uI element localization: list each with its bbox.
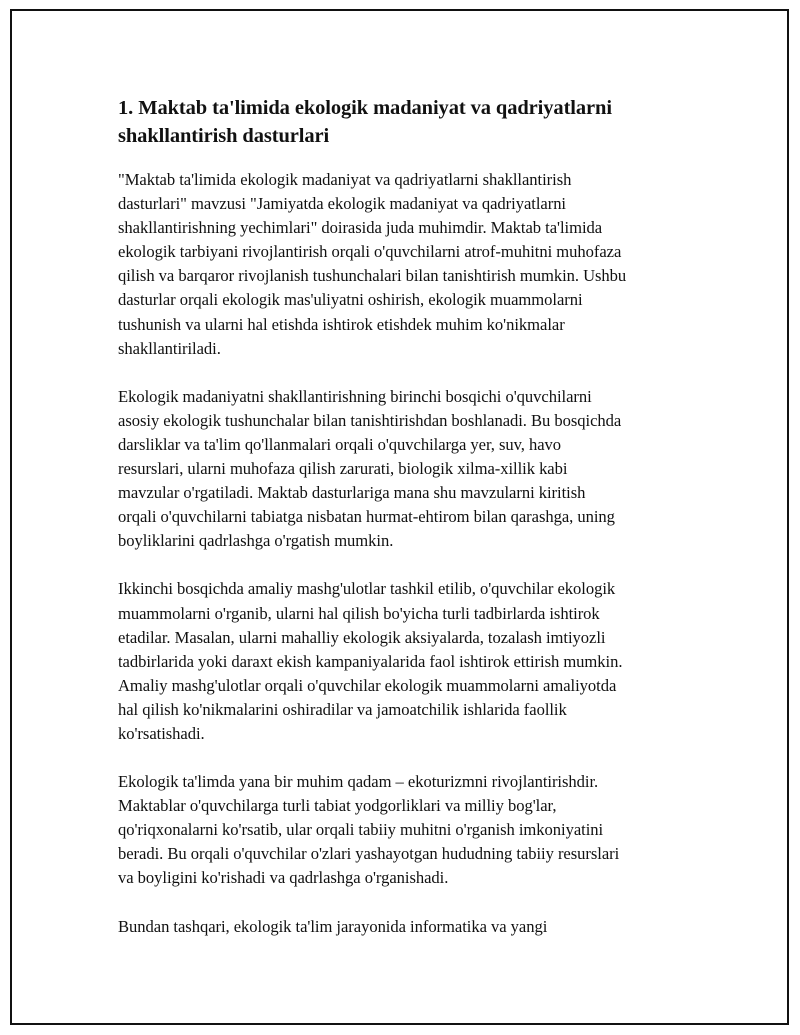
heading-line: shakllantirish dasturlari [118,125,330,147]
text-line: ko'rsatishadi. [118,723,205,743]
text-line: mavzular o'rgatiladi. Maktab dasturlariga mana shu mavzularni kiritish [118,483,586,503]
text-line: boyliklarini qadrlashga o'rgatish mumkin. [118,531,394,551]
text-line: Maktablar o'quvchilarga turli tabiat yodgorliklari va milliy bog'lar, [118,796,557,816]
text-line: darsliklar va ta'lim qo'llanmalari orqali o'quvchilarga yer, suv, havo [118,434,562,454]
paragraph-intro [118,168,693,361]
text-line: dasturlari" mavzusi "Jamiyatda ekologik madaniyat va qadriyatlarni [118,194,566,214]
text-line: etadilar. Masalan, ularni mahalliy ekologik aksiyalarda, tozalash imtiyozli [118,627,606,647]
text-line: shakllantirishning yechimlari" doirasida juda muhimdir. Maktab ta'limida [118,218,603,238]
text-line: tadbirlarida yoki daraxt ekish kampaniyalarida faol ishtirok ettirish mumkin. [118,651,623,671]
paragraph-ecotourism [118,770,693,890]
text-line: muammolarni o'rganib, ularni hal qilish bo'yicha turli tadbirlarda ishtirok [118,603,600,623]
text-line: qilish va barqaror rivojlanish tushunchalari bilan tanishtirish mumkin. Ushbu [118,266,627,286]
text-line: Ikkinchi bosqichda amaliy mashg'ulotlar tashkil etilib, o'quvchilar ekologik [118,579,616,599]
text-line: hal qilish ko'nikmalarini oshiradilar va jamoatchilik ishlarida faollik [118,699,567,719]
paragraph-continuation [118,915,693,939]
text-line: va boyligini ko'rishadi va qadrlashga o'rganishadi. [118,868,449,888]
text-line: Bundan tashqari, ekologik ta'lim jarayonida informatika va yangi [118,916,548,936]
text-line: resurslari, ularni muhofaza qilish zarurati, biologik xilma-xillik kabi [118,459,568,479]
text-line: tushunish va ularni hal etishda ishtirok etishdek muhim ko'nikmalar [118,314,565,334]
document-body [118,94,693,963]
text-line: "Maktab ta'limida ekologik madaniyat va qadriyatlarni shakllantirish [118,170,572,189]
text-line: Ekologik ta'limda yana bir muhim qadam – ekoturizmni rivojlantirishdir. [118,772,599,792]
text-line: beradi. Bu orqali o'quvchilar o'zlari yashayotgan hududning tabiiy resurslari [118,844,620,864]
paragraph-first-stage [118,385,693,554]
text-line: Ekologik madaniyatni shakllantirishning birinchi bosqichi o'quvchilarni [118,386,592,406]
text-line: asosiy ekologik tushunchalar bilan tanishtirishdan boshlanadi. Bu bosqichda [118,410,622,430]
section-heading [118,94,693,150]
text-line: orqali o'quvchilarni tabiatga nisbatan hurmat-ehtirom bilan qarashga, uning [118,507,615,527]
text-line: ekologik tarbiyani rivojlantirish orqali o'quvchilarni atrof-muhitni muhofaza [118,242,622,262]
text-line: shakllantiriladi. [118,338,221,358]
text-line: Amaliy mashg'ulotlar orqali o'quvchilar ekologik muammolarni amaliyotda [118,675,617,695]
paragraph-second-stage [118,577,693,746]
text-line: qo'riqxonalarni ko'rsatib, ular orqali tabiiy muhitni o'rganish imkoniyatini [118,820,604,840]
heading-line: 1. Maktab ta'limida ekologik madaniyat va qadriyatlarni [118,97,612,119]
text-line: dasturlar orqali ekologik mas'uliyatni oshirish, ekologik muammolarni [118,290,583,310]
